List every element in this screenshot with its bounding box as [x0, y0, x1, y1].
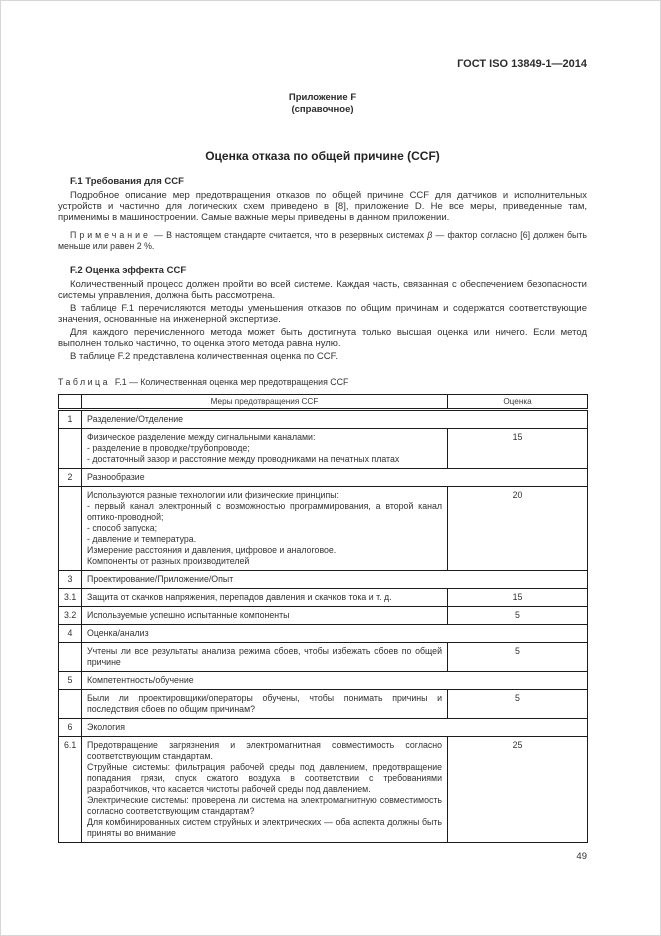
row-score: 25	[448, 737, 588, 843]
row-measure-text	[82, 487, 448, 571]
table-row	[59, 429, 588, 469]
section-f2-paragraph-2: В таблице F.1 перечисляются методы уменьшения отказов по общим причинам и содержатся соответствующие значения, основанные на инженерной экспертизе.	[58, 303, 587, 325]
row-score: 15	[448, 589, 588, 607]
table-row	[59, 643, 588, 672]
column-header-score: Оценка	[448, 395, 588, 410]
row-number	[59, 487, 82, 571]
section-f2-paragraph-1: Количественный процесс должен пройти во всей системе. Каждая часть, связанная с обеспечением безопасности системы управления, должна быть рассмотрена.	[58, 279, 587, 301]
row-number: 4	[59, 625, 82, 643]
row-number: 1	[59, 410, 82, 429]
measure-line: Компоненты от разных производителей	[87, 556, 250, 566]
measure-line: Электрические системы: проверена ли система на электромагнитную совместимость согласно соответствующим стандартам?	[87, 795, 442, 816]
section-f2-paragraph-4: В таблице F.2 представлена количественная оценка по CCF.	[70, 351, 339, 362]
annex-heading	[58, 92, 587, 115]
row-number: 2	[59, 469, 82, 487]
table-row	[59, 690, 588, 719]
table-row	[59, 571, 588, 589]
row-number: 3.2	[59, 607, 82, 625]
section-f1-heading: F.1 Требования для CCF	[70, 176, 184, 187]
row-score: 5	[448, 643, 588, 672]
row-number: 5	[59, 672, 82, 690]
table-row	[59, 469, 588, 487]
row-number	[59, 690, 82, 719]
measure-line: - разделение в проводке/трубопроводе;	[87, 443, 250, 453]
row-measure-text	[82, 589, 448, 607]
row-number	[59, 429, 82, 469]
table-caption-text: F.1 — Количественная оценка мер предотвращения CCF	[114, 377, 349, 387]
table-caption-label: Таблица	[58, 377, 110, 387]
measure-line: Защита от скачков напряжения, перепадов давления и скачков тока и т. д.	[87, 592, 392, 602]
measure-line: Для комбинированных систем струйных и электрических — оба аспекта должны быть приняты во внимание	[87, 817, 442, 838]
section-f1-note	[58, 230, 587, 252]
table-row	[59, 589, 588, 607]
row-score: 20	[448, 487, 588, 571]
measure-line: - достаточный зазор и расстояние между проводниками на печатных платах	[87, 454, 400, 464]
table-caption	[58, 377, 587, 388]
row-category-text: Компетентность/обучение	[82, 672, 588, 690]
column-header-number	[59, 395, 82, 410]
table-row	[59, 737, 588, 843]
table-row	[59, 719, 588, 737]
beta-symbol: β	[427, 230, 433, 240]
ccf-measures-table	[58, 394, 588, 843]
note-text-1: — В настоящем стандарте считается, что в резервных системах	[150, 230, 428, 240]
table-row	[59, 672, 588, 690]
row-category-text: Разделение/Отделение	[82, 410, 588, 429]
measure-line: Предотвращение загрязнения и электромагнитная совместимость согласно соответствующим стандартам.	[87, 740, 442, 761]
measure-line: Струйные системы: фильтрация рабочей среды под давлением, предотвращение попадания грязи, спуск сжатого воздуха в соответствии с требованиями разработчиков, что касается чистоты рабочей среды под давлением.	[87, 762, 442, 794]
measure-line: Учтены ли все результаты анализа режима сбоев, чтобы избежать сбоев по общей причине	[87, 646, 442, 667]
row-score: 15	[448, 429, 588, 469]
row-score: 5	[448, 690, 588, 719]
row-category-text: Разнообразие	[82, 469, 588, 487]
row-number: 3	[59, 571, 82, 589]
measure-line: Были ли проектировщики/операторы обучены, чтобы понимать причины и последствия сбоев по общим причинам?	[87, 693, 442, 714]
measure-line: - давление и температура.	[87, 534, 197, 544]
row-category-text: Оценка/анализ	[82, 625, 588, 643]
table-header-row	[59, 395, 588, 410]
note-label: Примечание	[70, 230, 151, 240]
row-measure-text	[82, 737, 448, 843]
measure-line: Используются разные технологии или физические принципы:	[87, 490, 339, 500]
table-row	[59, 487, 588, 571]
measure-line: Используемые успешно испытанные компоненты	[87, 610, 290, 620]
section-f2-heading: F.2 Оценка эффекта CCF	[70, 265, 187, 276]
row-measure-text	[82, 643, 448, 672]
row-measure-text	[82, 607, 448, 625]
row-measure-text	[82, 429, 448, 469]
page-content	[58, 1, 587, 862]
row-number: 3.1	[59, 589, 82, 607]
document-title: Оценка отказа по общей причине (CCF)	[205, 149, 440, 163]
row-category-text: Проектирование/Приложение/Опыт	[82, 571, 588, 589]
column-header-measures: Меры предотвращения CCF	[82, 395, 448, 410]
annex-type: (справочное)	[291, 103, 354, 115]
standard-number: ГОСТ ISO 13849-1—2014	[457, 58, 587, 70]
row-number	[59, 643, 82, 672]
measure-line: Физическое разделение между сигнальными каналами:	[87, 432, 316, 442]
table-row	[59, 410, 588, 429]
row-measure-text	[82, 690, 448, 719]
measure-line: - первый канал электронный с возможностью программирования, а второй канал оптико-проводной;	[87, 501, 442, 522]
row-number: 6.1	[59, 737, 82, 843]
table-row	[59, 607, 588, 625]
row-category-text: Экология	[82, 719, 588, 737]
section-f1-paragraph: Подробное описание мер предотвращения отказов по общей причине CCF для датчиков и исполнительных устройств и частично для логических схем приведено в [8], приложение D. Не все меры, приведенные там, применимы в машиностроении. Самые важные меры приведены в данном приложении.	[58, 190, 587, 223]
section-f2-paragraph-3: Для каждого перечисленного метода может быть достигнута только высшая оценка или ничего. Если метод выполнен только частично, то оценка этого метода равна нулю.	[58, 327, 587, 349]
note-text-2: — фактор согласно [6] должен быть меньше или равен 2 %.	[58, 230, 587, 251]
measure-line: - способ запуска;	[87, 523, 158, 533]
measure-line: Измерение расстояния и давления, цифровое и аналоговое.	[87, 545, 337, 555]
page-number: 49	[576, 851, 587, 862]
row-number: 6	[59, 719, 82, 737]
annex-label: Приложение F	[288, 92, 357, 103]
row-score: 5	[448, 607, 588, 625]
table-row	[59, 625, 588, 643]
